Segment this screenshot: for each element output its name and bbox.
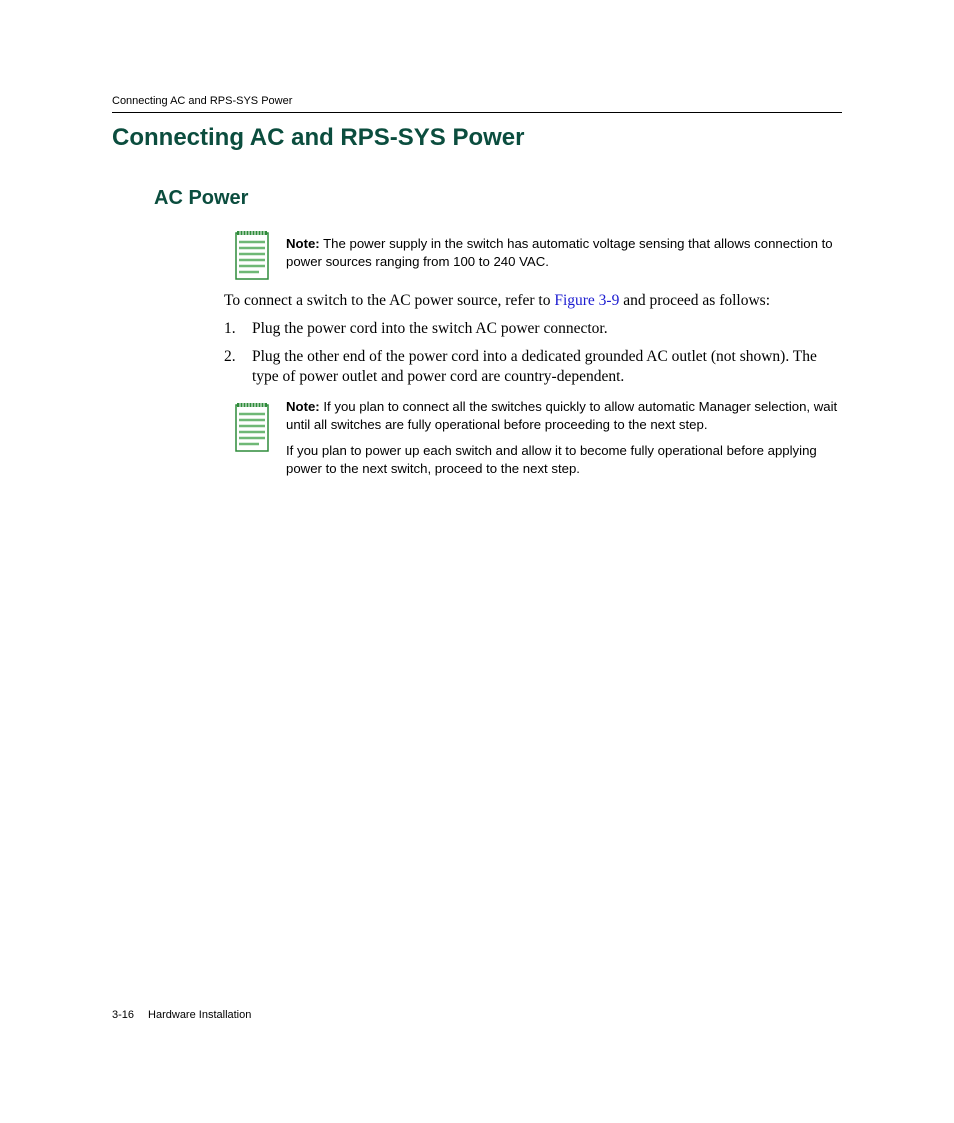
figure-link[interactable]: Figure 3-9	[554, 292, 620, 309]
note-2	[286, 398, 846, 477]
intro-paragraph	[224, 291, 844, 311]
section-title: Connecting AC and RPS-SYS Power	[112, 124, 525, 151]
intro-before: To connect a switch to the AC power source, refer to	[224, 292, 555, 309]
note-2-text-2: If you plan to power up each switch and allow it to become fully operational before applying power to the next switch, proceed to the next step.	[286, 443, 817, 476]
header-rule	[112, 112, 842, 113]
notepad-icon	[235, 402, 269, 452]
running-header: Connecting AC and RPS-SYS Power	[112, 95, 293, 107]
step-2-number: 2.	[224, 348, 236, 365]
subsection-title: AC Power	[154, 187, 249, 209]
intro-after: and proceed as follows:	[619, 292, 771, 309]
notepad-icon	[235, 230, 269, 280]
note-1-label: Note:	[286, 236, 320, 251]
page-number: 3-16	[112, 1009, 135, 1021]
note-2-text: If you plan to connect all the switches quickly to allow automatic Manager selection, wait until all switches are fully operational before proceeding to the next step.	[286, 399, 838, 432]
step-2-text: Plug the other end of the power cord into a dedicated grounded AC outlet (not shown). The type of power outlet and power cord are country-dependent.	[252, 348, 817, 385]
note-2-label: Note:	[286, 399, 320, 414]
note-1	[286, 235, 846, 270]
book-title: Hardware Installation	[148, 1009, 252, 1021]
step-1-text: Plug the power cord into the switch AC power connector.	[252, 320, 608, 337]
note-1-text: The power supply in the switch has automatic voltage sensing that allows connection to power sources ranging from 100 to 240 VAC.	[286, 236, 833, 269]
step-1-number: 1.	[224, 320, 236, 337]
page-footer	[112, 1009, 251, 1021]
